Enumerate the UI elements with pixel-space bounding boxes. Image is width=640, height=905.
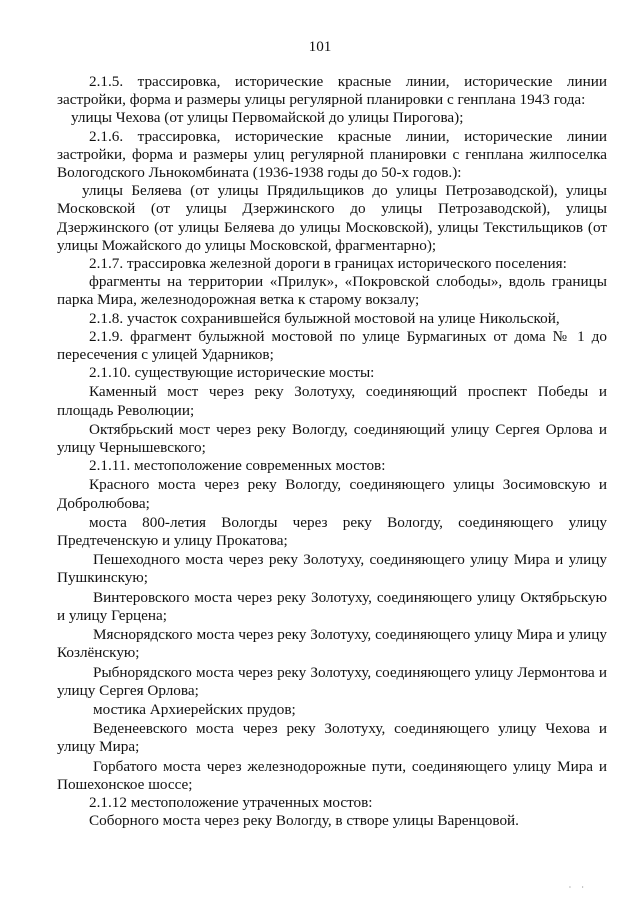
- list-item: мостика Архиерейских прудов;: [93, 700, 296, 718]
- document-body: [57, 73, 607, 830]
- list-item: Мяснорядского моста через реку Золотуху, соединяющего улицу Мира и улицу Козлёнскую;: [57, 626, 607, 662]
- list-item: улицы Чехова (от улицы Первомайской до улицы Пирогова);: [71, 109, 464, 127]
- list-item: Пешеходного моста через реку Золотуху, соединяющего улицу Мира и улицу Пушкинскую;: [57, 551, 607, 587]
- clause-2-1-5: 2.1.5. трассировка, исторические красные линии, исторические линии застройки, форма и размеры улицы регулярной планировки с генплана 1943 года:: [57, 73, 607, 109]
- list-item: Рыбнорядского моста через реку Золотуху, соединяющего улицу Лермонтова и улицу Сергея Орлова;: [57, 663, 607, 699]
- list-item: Винтеровского моста через реку Золотуху, соединяющего улицу Октябрьскую и улицу Герцена;: [57, 588, 607, 624]
- list-item: Каменный мост через реку Золотуху, соединяющий проспект Победы и площадь Революции;: [57, 383, 607, 419]
- clause-2-1-12: 2.1.12 местоположение утраченных мостов:: [89, 793, 373, 811]
- clause-2-1-11: 2.1.11. местоположение современных мостов:: [89, 457, 386, 475]
- list-item: Горбатого моста через железнодорожные пути, соединяющего улицу Мира и Пошехонское шоссе;: [57, 757, 607, 793]
- list-item: Красного моста через реку Вологду, соединяющего улицы Зосимовскую и Добролюбова;: [57, 476, 607, 512]
- clause-2-1-7: 2.1.7. трассировка железной дороги в границах исторического поселения:: [89, 255, 567, 273]
- list-item: Веденеевского моста через реку Золотуху, соединяющего улицу Чехова и улицу Мира;: [57, 720, 607, 756]
- list-item: Соборного моста через реку Вологду, в створе улицы Варенцовой.: [89, 812, 519, 830]
- corner-mark: · ·: [568, 882, 588, 892]
- clause-2-1-9: 2.1.9. фрагмент булыжной мостовой по улице Бурмагиных от дома № 1 до пересечения с улицей Ударников;: [57, 327, 607, 364]
- page-number: 101: [308, 38, 332, 55]
- list-item: улицы Беляева (от улицы Прядильщиков до улицы Петрозаводской), улицы Московской (от улицы Дзержинского до улицы Петрозаводской), улицы Дзержинского (от улицы Беляева до улицы Московской), улицы Текстильщиков (от улицы Можайского до улицы Московской, фрагментарно);: [57, 182, 607, 254]
- clause-2-1-10: 2.1.10. существующие исторические мосты:: [89, 364, 375, 382]
- list-item: моста 800-летия Вологды через реку Вологду, соединяющего улицу Предтеченскую и улицу Прокатова;: [57, 513, 607, 550]
- clause-2-1-6: 2.1.6. трассировка, исторические красные линии, исторические линии застройки, форма и размеры улиц регулярной планировки с генплана жилпоселка Вологодского Льнокомбината (1936-1938 годы до 50-х годов.):: [57, 127, 607, 182]
- list-item: Октябрьский мост через реку Вологду, соединяющий улицу Сергея Орлова и улицу Чернышевского;: [57, 420, 607, 457]
- list-item: фрагменты на территории «Прилук», «Покровской слободы», вдоль границы парка Мира, железнодорожная ветка к старому вокзалу;: [57, 273, 607, 309]
- clause-2-1-8: 2.1.8. участок сохранившейся булыжной мостовой на улице Никольской,: [89, 309, 560, 327]
